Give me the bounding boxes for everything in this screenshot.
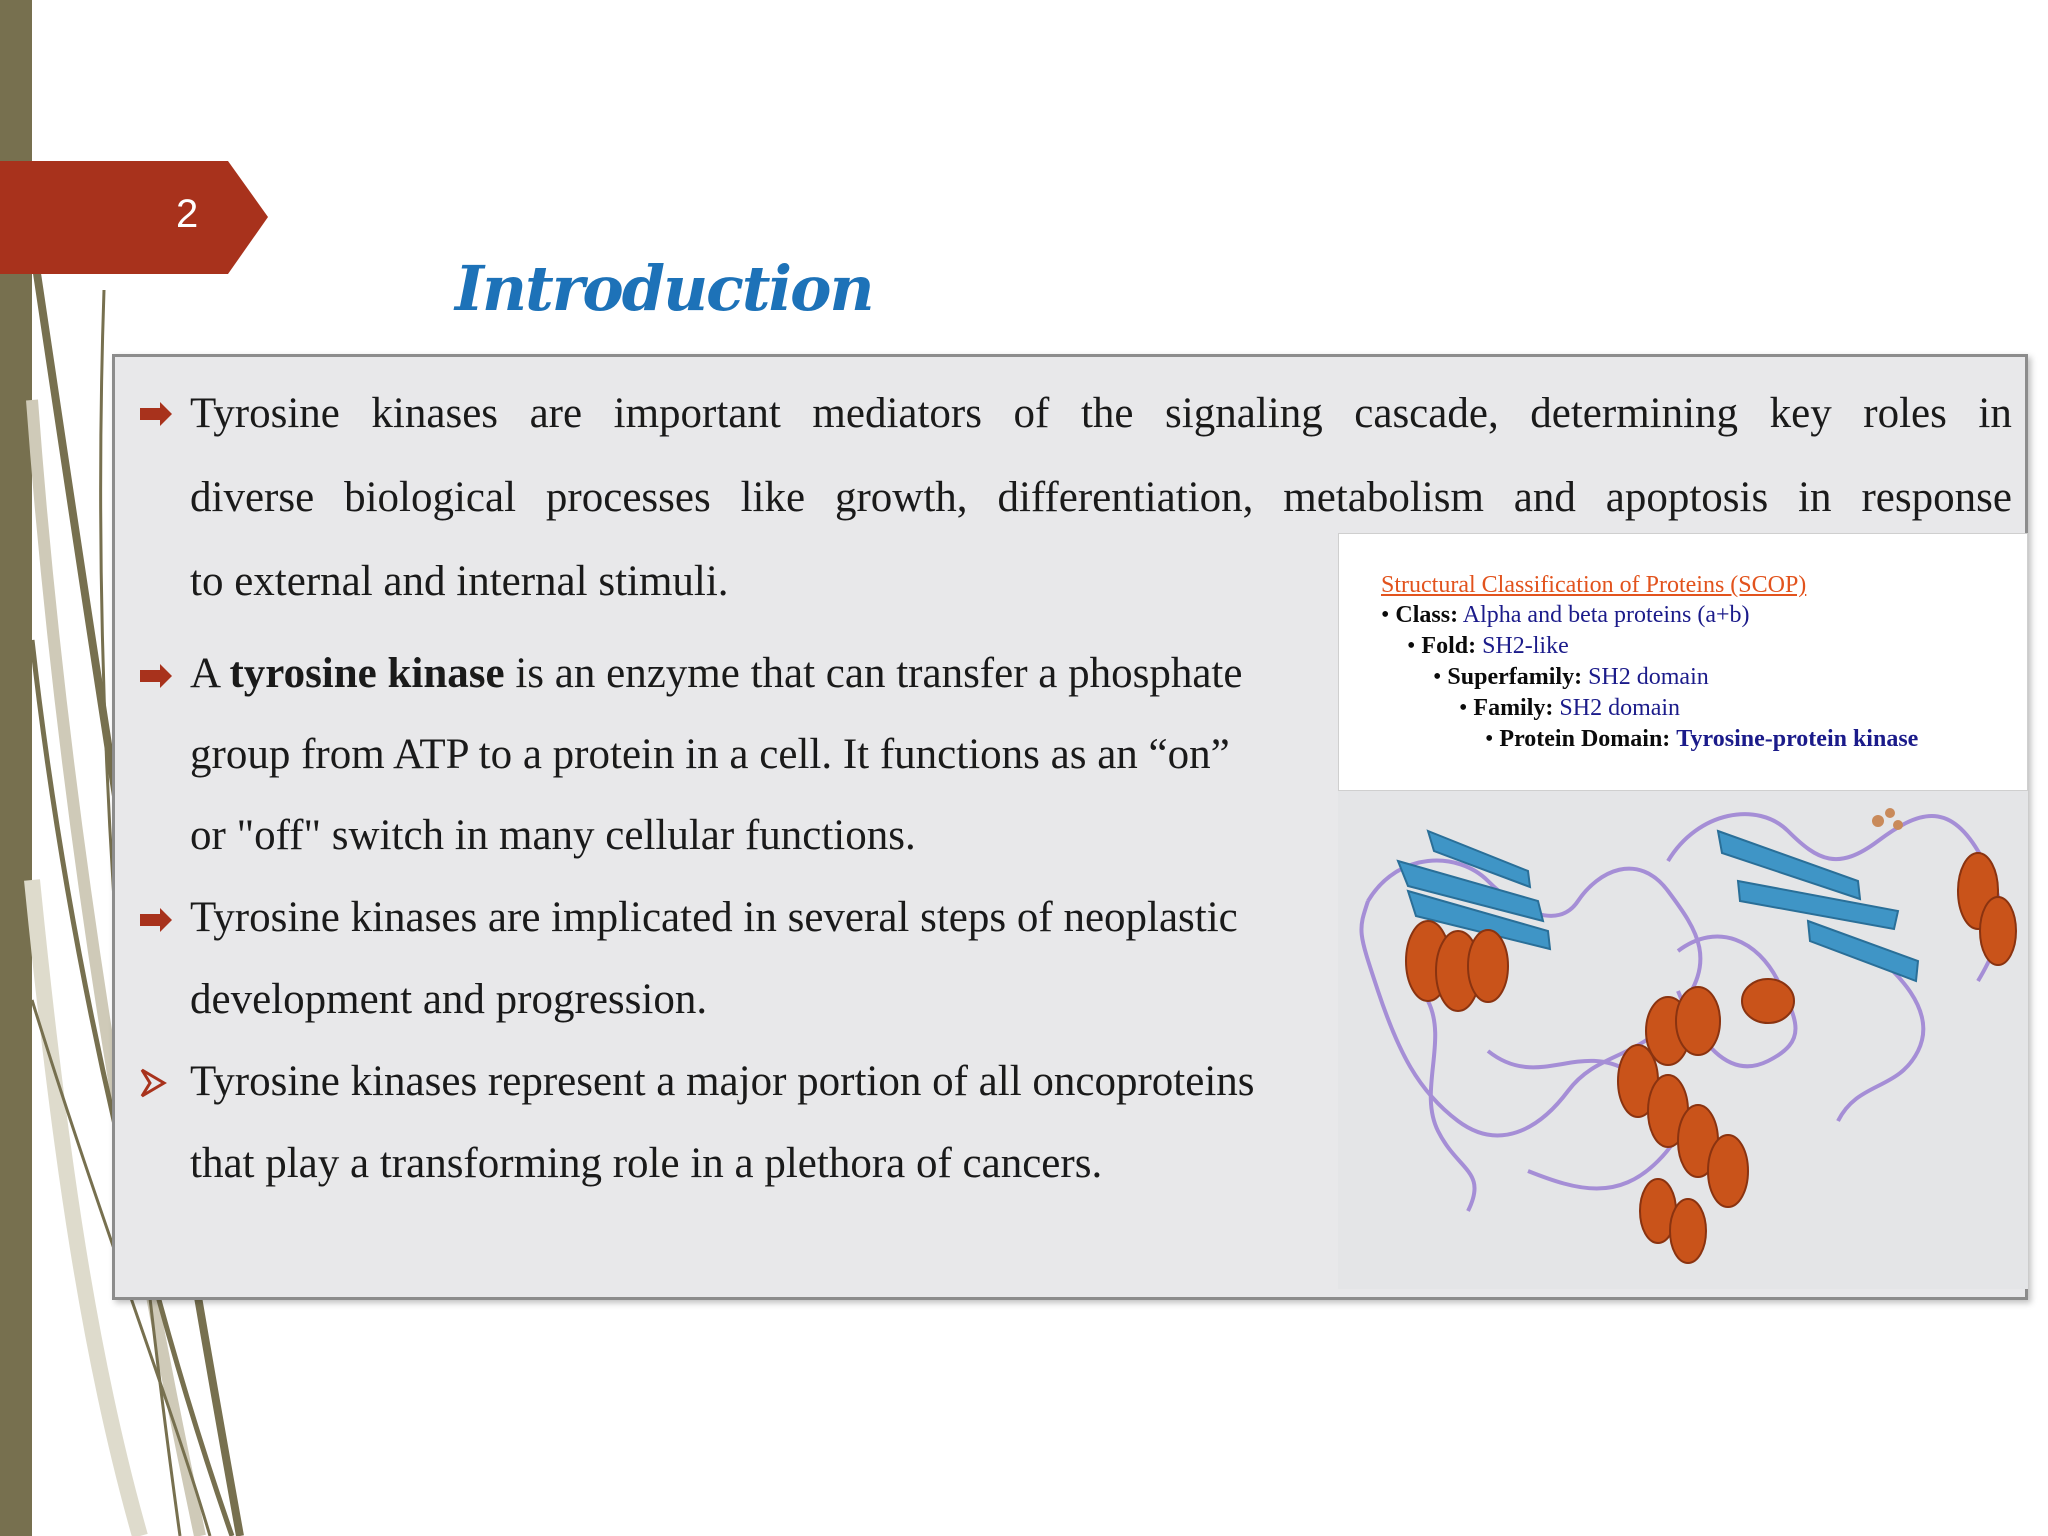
paragraph-4-line-1: Tyrosine kinases represent a major portion of all oncoproteins (190, 1058, 1255, 1105)
word: of (1013, 390, 1050, 437)
word: cascade, (1354, 390, 1499, 437)
word: and (1513, 474, 1576, 521)
word: kinases (371, 390, 499, 437)
scop-fold: • Fold: SH2-like (1407, 633, 1569, 659)
word: Tyrosine (190, 390, 340, 437)
paragraph-2-line-1: A tyrosine kinase is an enzyme that can transfer a phosphate (190, 650, 1243, 697)
word: diverse (190, 474, 315, 521)
scop-heading: Structural Classification of Proteins (SCOP) (1381, 572, 1807, 598)
bullet-arrow-icon (138, 402, 174, 426)
paragraph-3-line-2: development and progression. (190, 976, 708, 1023)
paragraph-2-line-3: or "off" switch in many cellular functions. (190, 812, 916, 859)
word: the (1080, 390, 1134, 437)
word: apoptosis (1605, 474, 1769, 521)
paragraph-2-line-2: group from ATP to a protein in a cell. It functions as an “on” (190, 731, 1230, 778)
protein-structure-image (1338, 791, 2028, 1289)
scop-class: • Class: Alpha and beta proteins (a+b) (1381, 602, 1750, 628)
word: differentiation, (997, 474, 1254, 521)
scop-family: • Family: SH2 domain (1459, 695, 1681, 721)
slide-title: Introduction (455, 252, 873, 325)
word: processes (545, 474, 711, 521)
scop-panel (1338, 533, 2028, 791)
word: are (529, 390, 583, 437)
slide-number: 2 (176, 192, 199, 236)
bullet-arrow-icon (138, 664, 174, 688)
word: response (1861, 474, 2012, 521)
word: signaling (1165, 390, 1323, 437)
scop-superfamily: • Superfamily: SH2 domain (1433, 664, 1709, 690)
bullet-chevron-icon (138, 1068, 168, 1098)
paragraph-4-line-2: that play a transforming role in a plethora of cancers. (190, 1140, 1103, 1187)
word: in (1978, 390, 2012, 437)
paragraph-1-line-3: to external and internal stimuli. (190, 558, 729, 605)
word: important (613, 390, 781, 437)
word: mediators (812, 390, 982, 437)
scop-protein-domain: • Protein Domain: Tyrosine-protein kinase (1485, 726, 1919, 752)
word: in (1798, 474, 1832, 521)
bullet-arrow-icon (138, 908, 174, 932)
paragraph-3-line-1: Tyrosine kinases are implicated in several steps of neoplastic (190, 894, 1238, 941)
word: biological (344, 474, 517, 521)
bold-term: tyrosine kinase (229, 650, 505, 697)
word: like (740, 474, 806, 521)
word: roles (1863, 390, 1947, 437)
word: metabolism (1283, 474, 1484, 521)
paragraph-1-line-1 (190, 372, 2012, 456)
paragraph-1-line-2 (190, 456, 2012, 540)
word: determining (1530, 390, 1739, 437)
word: growth, (834, 474, 968, 521)
word: key (1769, 390, 1832, 437)
